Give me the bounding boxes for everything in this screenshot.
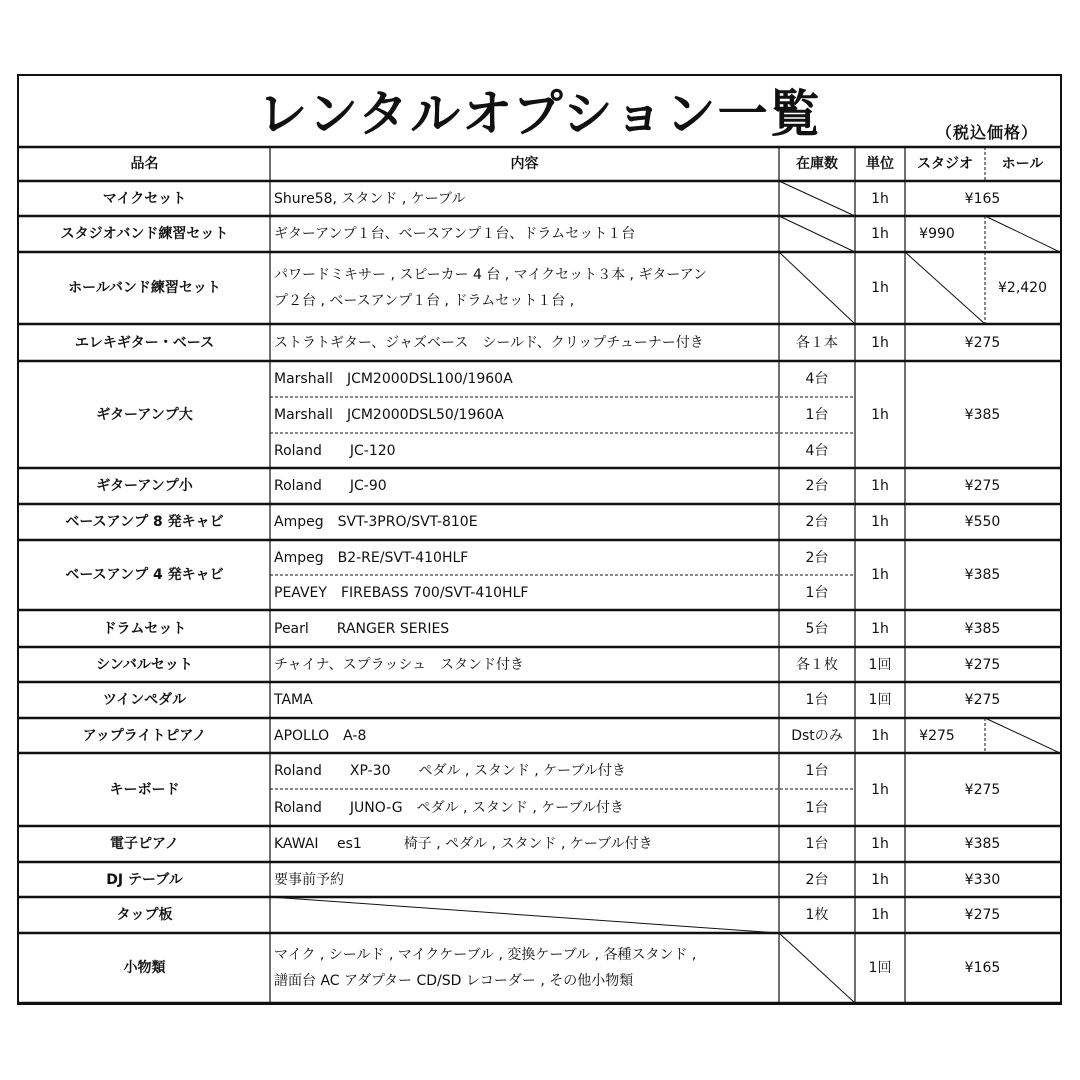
row-content: [270, 575, 779, 610]
cell-text: ¥275: [964, 656, 1001, 673]
cell-text: 1h: [871, 781, 889, 798]
row-content: [270, 753, 779, 789]
row-content: [270, 433, 779, 468]
row-unit: [855, 361, 905, 468]
cell-text: 1回: [868, 960, 892, 976]
cell-text: Roland JUNO-G ペダル , スタンド , ケーブル付き: [274, 799, 625, 816]
cell-text: 1h: [871, 871, 889, 888]
cell-text: シンバルセット: [96, 656, 193, 673]
cell-text: プ２台 , ベースアンプ１台 , ドラムセット１台 ,: [274, 293, 575, 309]
row-unit: [855, 610, 905, 647]
cell-text: 単位: [866, 156, 894, 172]
cell-text: ¥275: [919, 727, 955, 744]
row-price: [905, 897, 1060, 933]
row-price: [905, 753, 1060, 826]
row-unit: [855, 504, 905, 540]
cell-text: Roland JC-120: [274, 442, 396, 459]
cell-text: 1台: [805, 763, 829, 779]
cell-text: ¥330: [964, 871, 1001, 888]
row-content: [270, 252, 779, 324]
row-price: [905, 504, 1060, 540]
cell-text: ¥385: [964, 567, 1001, 583]
header-unit: [855, 147, 905, 181]
row-studio-price: [905, 216, 969, 252]
cell-text: ベースアンプ 4 発キャビ: [65, 567, 224, 583]
row-price: [905, 862, 1060, 897]
cell-text: 各１枚: [796, 656, 838, 673]
row-content: [270, 682, 779, 718]
row-unit: [855, 647, 905, 682]
cell-text: ¥165: [964, 960, 1001, 976]
row-unit: [855, 897, 905, 933]
row-stock: [779, 324, 855, 361]
cell-text: 1台: [805, 584, 829, 601]
cell-text: Roland JC-90: [274, 478, 387, 494]
cell-text: パワードミキサー , スピーカー 4 台 , マイクセット３本 , ギターアン: [274, 267, 708, 283]
row-stock: [779, 610, 855, 647]
cell-text: APOLLO A-8: [274, 727, 367, 744]
row-stock: [779, 504, 855, 540]
cell-text: 2台: [805, 514, 829, 530]
row-content: [270, 718, 779, 753]
row-stock: [779, 540, 855, 575]
cell-text: ¥275: [964, 478, 1001, 494]
row-stock: [779, 789, 855, 826]
cell-text: 1h: [871, 907, 889, 923]
cell-text: Dstのみ: [791, 727, 843, 744]
cell-text: タップ板: [116, 907, 173, 923]
cell-text: ¥385: [964, 620, 1001, 637]
row-unit: [855, 826, 905, 862]
row-content: [270, 181, 779, 216]
cell-text: ドラムセット: [102, 620, 187, 637]
header-content: [270, 147, 779, 181]
cell-text: 電子ピアノ: [110, 836, 179, 852]
row-stock: [779, 718, 855, 753]
not-applicable-slash: [270, 897, 779, 933]
cell-text: マイク , シールド , マイクケーブル , 変換ケーブル , 各種スタンド ,: [274, 947, 697, 963]
row-name: [19, 504, 270, 540]
cell-text: 2台: [805, 871, 829, 888]
cell-text: 1h: [871, 406, 889, 423]
not-applicable-slash: [779, 933, 855, 1003]
cell-text: ベースアンプ 8 発キャビ: [65, 514, 224, 530]
row-content: [270, 933, 779, 1003]
row-content: [270, 826, 779, 862]
row-stock: [779, 361, 855, 397]
page-title: レンタルオプション一覧: [257, 85, 822, 143]
cell-text: 4台: [805, 442, 829, 459]
not-applicable-slash: [905, 252, 985, 324]
row-stock: [779, 647, 855, 682]
row-name: [19, 540, 270, 610]
row-unit: [855, 252, 905, 324]
cell-text: 譜面台 AC アダプター CD/SD レコーダー , その他小物類: [274, 973, 634, 989]
row-unit: [855, 468, 905, 504]
row-unit: [855, 324, 905, 361]
row-unit: [855, 682, 905, 718]
row-name: [19, 897, 270, 933]
cell-text: Ampeg SVT-3PRO/SVT-810E: [274, 514, 478, 530]
cell-text: Pearl RANGER SERIES: [274, 620, 450, 637]
cell-text: 品名: [130, 156, 159, 172]
row-stock: [779, 397, 855, 433]
cell-text: ¥275: [964, 781, 1001, 798]
row-price: [905, 468, 1060, 504]
cell-text: 1h: [871, 620, 889, 637]
row-name: [19, 181, 270, 216]
cell-text: 1台: [805, 692, 829, 708]
cell-text: Roland XP-30 ペダル , スタンド , ケーブル付き: [274, 763, 626, 779]
cell-text: 1h: [871, 190, 889, 207]
row-content: [270, 468, 779, 504]
row-studio-price: [905, 718, 969, 753]
row-price: [905, 181, 1060, 216]
row-name: [19, 753, 270, 826]
not-applicable-slash: [779, 181, 855, 216]
cell-text: 1h: [871, 727, 889, 744]
cell-text: 1h: [871, 514, 889, 530]
row-price: [905, 610, 1060, 647]
not-applicable-slash: [779, 252, 855, 324]
cell-text: 内容: [510, 156, 539, 172]
row-price: [905, 826, 1060, 862]
row-content: [270, 361, 779, 397]
row-stock: [779, 897, 855, 933]
row-stock: [779, 575, 855, 610]
cell-text: ホールバンド練習セット: [68, 280, 221, 296]
cell-text: ツインペダル: [102, 692, 187, 708]
cell-text: ¥385: [964, 836, 1001, 852]
cell-text: ¥275: [964, 692, 1001, 708]
cell-text: 4台: [805, 371, 829, 387]
cell-text: ギターアンプ大: [96, 406, 193, 423]
cell-text: チャイナ、スプラッシュ スタンド付き: [274, 656, 525, 673]
row-unit: [855, 540, 905, 610]
cell-text: ¥275: [964, 334, 1001, 351]
cell-text: ¥385: [964, 406, 1001, 423]
header-stock: [779, 147, 855, 181]
row-content: [270, 789, 779, 826]
row-price: [905, 540, 1060, 610]
cell-text: 1h: [871, 280, 889, 296]
cell-text: アップライトピアノ: [82, 727, 207, 744]
cell-text: ギターアンプ小: [96, 478, 193, 494]
cell-text: ¥990: [919, 226, 955, 242]
row-content: [270, 216, 779, 252]
row-content: [270, 397, 779, 433]
cell-text: 1h: [871, 226, 889, 242]
cell-text: 在庫数: [796, 156, 838, 172]
cell-text: マイクセット: [102, 190, 187, 207]
cell-text: ¥2,420: [998, 280, 1047, 296]
row-stock: [779, 753, 855, 789]
cell-text: ストラトギター、ジャズベース シールド、クリップチューナー付き: [274, 334, 704, 351]
row-unit: [855, 862, 905, 897]
row-name: [19, 682, 270, 718]
cell-text: Shure58, スタンド , ケーブル: [274, 190, 466, 207]
row-price: [905, 324, 1060, 361]
header-hall: [985, 147, 1060, 181]
not-applicable-slash: [779, 216, 855, 252]
row-content: [270, 862, 779, 897]
row-name: [19, 647, 270, 682]
row-price: [905, 682, 1060, 718]
cell-text: Marshall JCM2000DSL50/1960A: [274, 407, 504, 423]
cell-text: ¥165: [964, 190, 1001, 207]
cell-text: キーボード: [109, 781, 180, 798]
cell-text: 各１本: [796, 334, 838, 351]
row-name: [19, 826, 270, 862]
cell-text: エレキギター・ベース: [74, 334, 215, 351]
row-hall-price: [985, 252, 1060, 324]
cell-text: 1台: [805, 407, 829, 423]
cell-text: 1回: [868, 692, 892, 708]
cell-text: 1枚: [805, 907, 829, 923]
row-content: [270, 504, 779, 540]
row-stock: [779, 682, 855, 718]
row-price: [905, 647, 1060, 682]
not-applicable-slash: [985, 718, 1060, 753]
row-name: [19, 862, 270, 897]
row-unit: [855, 181, 905, 216]
cell-text: Ampeg B2-RE/SVT-410HLF: [274, 549, 469, 566]
cell-text: Marshall JCM2000DSL100/1960A: [274, 371, 513, 387]
cell-text: ホール: [1001, 156, 1044, 172]
cell-text: ギターアンプ１台、ベースアンプ１台、ドラムセット１台: [274, 226, 636, 242]
row-content: [270, 610, 779, 647]
rental-options-sheet: [17, 74, 1062, 1005]
row-stock: [779, 433, 855, 468]
cell-text: 1回: [868, 656, 892, 673]
cell-text: PEAVEY FIREBASS 700/SVT-410HLF: [274, 584, 529, 601]
cell-text: 1h: [871, 334, 889, 351]
cell-text: 要事前予約: [274, 871, 344, 888]
cell-text: ¥275: [964, 907, 1001, 923]
row-content: [270, 647, 779, 682]
cell-text: 2台: [805, 478, 829, 494]
tax-included-note: （税込価格）: [935, 123, 1038, 142]
cell-text: 1台: [805, 836, 829, 852]
row-stock: [779, 826, 855, 862]
row-name: [19, 933, 270, 1003]
row-name: [19, 324, 270, 361]
cell-text: 1h: [871, 836, 889, 852]
cell-text: 5台: [805, 620, 829, 637]
not-applicable-slash: [985, 216, 1060, 252]
row-content: [270, 540, 779, 575]
row-name: [19, 361, 270, 468]
row-name: [19, 468, 270, 504]
cell-text: 小物類: [123, 960, 166, 976]
cell-text: スタジオ: [917, 156, 973, 172]
row-unit: [855, 216, 905, 252]
row-stock: [779, 468, 855, 504]
row-unit: [855, 933, 905, 1003]
header-name: [19, 147, 270, 181]
cell-text: スタジオバンド練習セット: [60, 226, 229, 242]
row-unit: [855, 753, 905, 826]
row-unit: [855, 718, 905, 753]
cell-text: 2台: [805, 549, 829, 566]
cell-text: 1h: [871, 478, 889, 494]
row-name: [19, 718, 270, 753]
row-stock: [779, 862, 855, 897]
cell-text: DJ テーブル: [106, 871, 183, 888]
cell-text: 1h: [871, 567, 889, 583]
row-name: [19, 216, 270, 252]
row-price: [905, 933, 1060, 1003]
cell-text: KAWAI es1 椅子 , ペダル , スタンド , ケーブル付き: [274, 836, 653, 852]
cell-text: TAMA: [274, 692, 313, 708]
row-price: [905, 361, 1060, 468]
row-name: [19, 252, 270, 324]
cell-text: 1台: [805, 799, 829, 816]
row-content: [270, 324, 779, 361]
header-studio: [905, 147, 985, 181]
cell-text: ¥550: [964, 514, 1001, 530]
row-name: [19, 610, 270, 647]
